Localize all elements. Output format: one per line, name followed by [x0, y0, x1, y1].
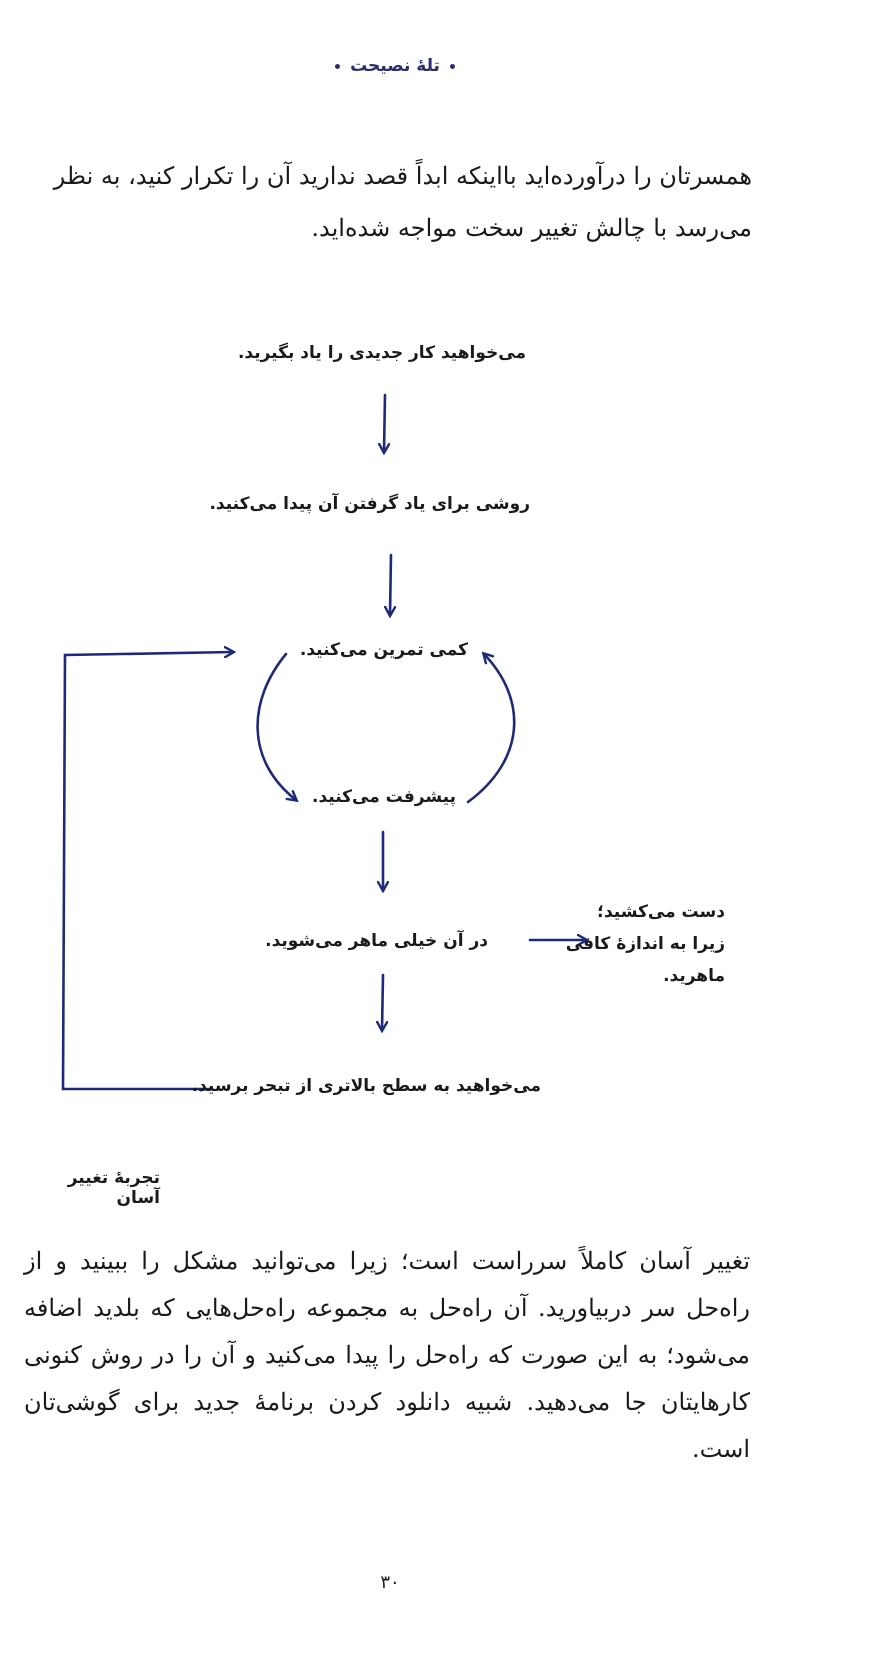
- side-note: [565, 896, 725, 992]
- arrow-down-2: [390, 555, 391, 615]
- step-learn-new: می‌خواهید کار جدیدی را یاد بگیرید.: [237, 343, 526, 363]
- intro-paragraph: همسرتان را درآورده‌اید بااینکه ابداً قصد ندارید آن را تکرار کنید، به نظر می‌رسد با چالش تغییر سخت مواجه شده‌اید.: [53, 162, 752, 242]
- step-progress: پیشرفت می‌کنید.: [311, 787, 456, 807]
- cycle-arrow-left: [258, 654, 296, 800]
- step-become-skilled: در آن خیلی ماهر می‌شوید.: [265, 931, 488, 951]
- step-find-method: روشی برای یاد گرفتن آن پیدا می‌کنید.: [209, 494, 530, 514]
- body-paragraph: تغییر آسان کاملاً سرراست است؛ زیرا می‌توانید مشکل را ببینید و از راه‌حل سر دربیاورید. آن راه‌حل به مجموعه راه‌حل‌هایی که بلدید اضافه می‌شود؛ به این صورت که راه‌حل را پیدا می‌کنید و آن را در روش کنونی کارهایتان جا می‌دهید. شبیه دانلود کردن برنامهٔ جدید برای گوشی‌تان است.: [24, 1247, 751, 1463]
- step-practice: کمی تمرین می‌کنید.: [299, 640, 468, 660]
- header-title: تلهٔ نصیحت: [350, 56, 440, 76]
- step-higher-level: می‌خواهید به سطح بالاتری از تبحر برسید.: [191, 1076, 541, 1096]
- cycle-arrow-right: [468, 654, 514, 802]
- arrow-down-1: [384, 395, 385, 452]
- arrow-down-4: [382, 975, 383, 1030]
- side-note-line: زیرا به اندازهٔ کافی: [565, 934, 725, 954]
- feedback-loop-arrow: [63, 652, 233, 1089]
- side-note-line: دست می‌کشید؛: [597, 902, 725, 922]
- side-note-line: ماهرید.: [663, 966, 725, 986]
- section-heading: تجربهٔ تغییر آسان: [67, 1168, 160, 1208]
- page-number: ۳۰: [380, 1572, 400, 1593]
